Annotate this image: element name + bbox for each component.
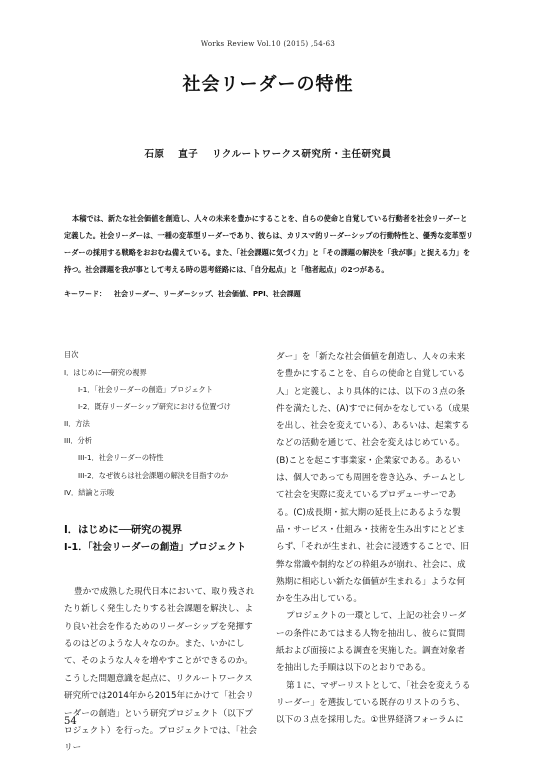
- keywords: [64, 289, 474, 299]
- paper-title: 社会リーダーの特性: [182, 74, 354, 95]
- table-of-contents: [64, 364, 260, 501]
- toc-item: III-2．なぜ彼らは社会課題の解決を目指すのか: [78, 470, 229, 480]
- toc-item: I．はじめに──研究の視界: [64, 368, 147, 377]
- keywords-label: キーワード：: [64, 290, 106, 298]
- author-affiliation: リクルートワークス研究所・主任研究員: [212, 149, 392, 160]
- subsection-heading: I-1．「社会リーダーの創造」プロジェクト: [64, 541, 246, 553]
- page-number: 54: [64, 716, 77, 727]
- left-column: [64, 350, 260, 758]
- keywords-text: 社会リーダー、リーダーシップ、社会価値、PPI、社会課題: [114, 290, 301, 298]
- body-paragraph: 第１に、マザーリストとして、「社会を変えうるリーダー」を選抜している既存のリストのうち、以下の３点を採用した。①世界経済フォーラムに: [276, 680, 471, 726]
- body-paragraph: 豊かで成熟した現代日本において、取り残されたり新しく発生したりする社会課題を解決し、より良い社会を作るためのリーダーシップを発揮するのはどのような人々なのか。また、いかにして、そのような人々を増やすことができるのか。こうした問題意識を起点に、リクルートワークス研究所では2014年から2015年にかけて「社会リーダーの創造」という研究プロジェクト（以下プロジェクト）を行った。プロジェクトでは、「社会リー: [64, 586, 258, 754]
- author-name: 石原 直子: [144, 149, 199, 160]
- toc-item: I-1．「社会リーダーの創造」プロジェクト: [78, 385, 213, 395]
- toc-item: II．方法: [64, 419, 90, 429]
- toc-item: IV．結論と示唆: [64, 487, 115, 497]
- toc-title: 目次: [64, 350, 79, 359]
- toc-item: III-1．社会リーダーの特性: [78, 453, 164, 463]
- body-paragraph: ダー」を「新たな社会価値を創造し、人々の未来を豊かにすることを、自らの使命と自覚している人」と定義し、より具体的には、以下の３点の条件を満たした、(A)すでに何かをなしている（成果を出し、社会を変えている）、あるいは、起業するなどの活動を通じて、社会を変えはじめている。(B)ことを起こす事業家・企業家である。あるいは、個人であっても周囲を巻き込み、チームとして社会を実際に変えているプロデューサーである。(C)成長期・拡大期の延長上にあるような製品・サービス・仕組み・技術を生み出すにとどまらず、「それが生まれ、社会に浸透することで、旧弊な常識や制約などの枠組みが崩れ、社会に、成熟期に相応しい新たな価値が生まれる」ような何かを生み出している。: [276, 352, 470, 605]
- author-line: [0, 146, 536, 160]
- running-header: Works Review Vol.10 (2015) ,54-63: [200, 40, 336, 48]
- toc-item: I-2．既存リーダーシップ研究における位置づけ: [78, 402, 231, 412]
- toc-item: III．分析: [64, 436, 92, 446]
- right-column: [276, 349, 472, 730]
- section-heading: I．はじめに──研究の視界: [64, 524, 182, 536]
- body-paragraph: プロジェクトの一環として、上記の社会リーダーの条件にあてはまる人物を抽出し、彼らに質問紙および面接による調査を実施した。調査対象者を抽出した手順は以下のとおりである。: [276, 611, 467, 674]
- abstract: 本稿では、新たな社会価値を創造し、人々の未来を豊かにすることを、自らの使命と自覚している行動者を社会リーダーと定義した。社会リーダーは、一種の変革型リーダーであり、彼らは、カリスマ的リーダーシップの行動特性と、優秀な変革型リーダーの採用する戦略をおおむね備えている。また、「社会課題に気づく力」と「その課題の解決を「我が事」と捉える力」を持つ。社会課題を我が事として考える時の思考経路には、「自分起点」と「他者起点」の2つがある。: [64, 214, 474, 274]
